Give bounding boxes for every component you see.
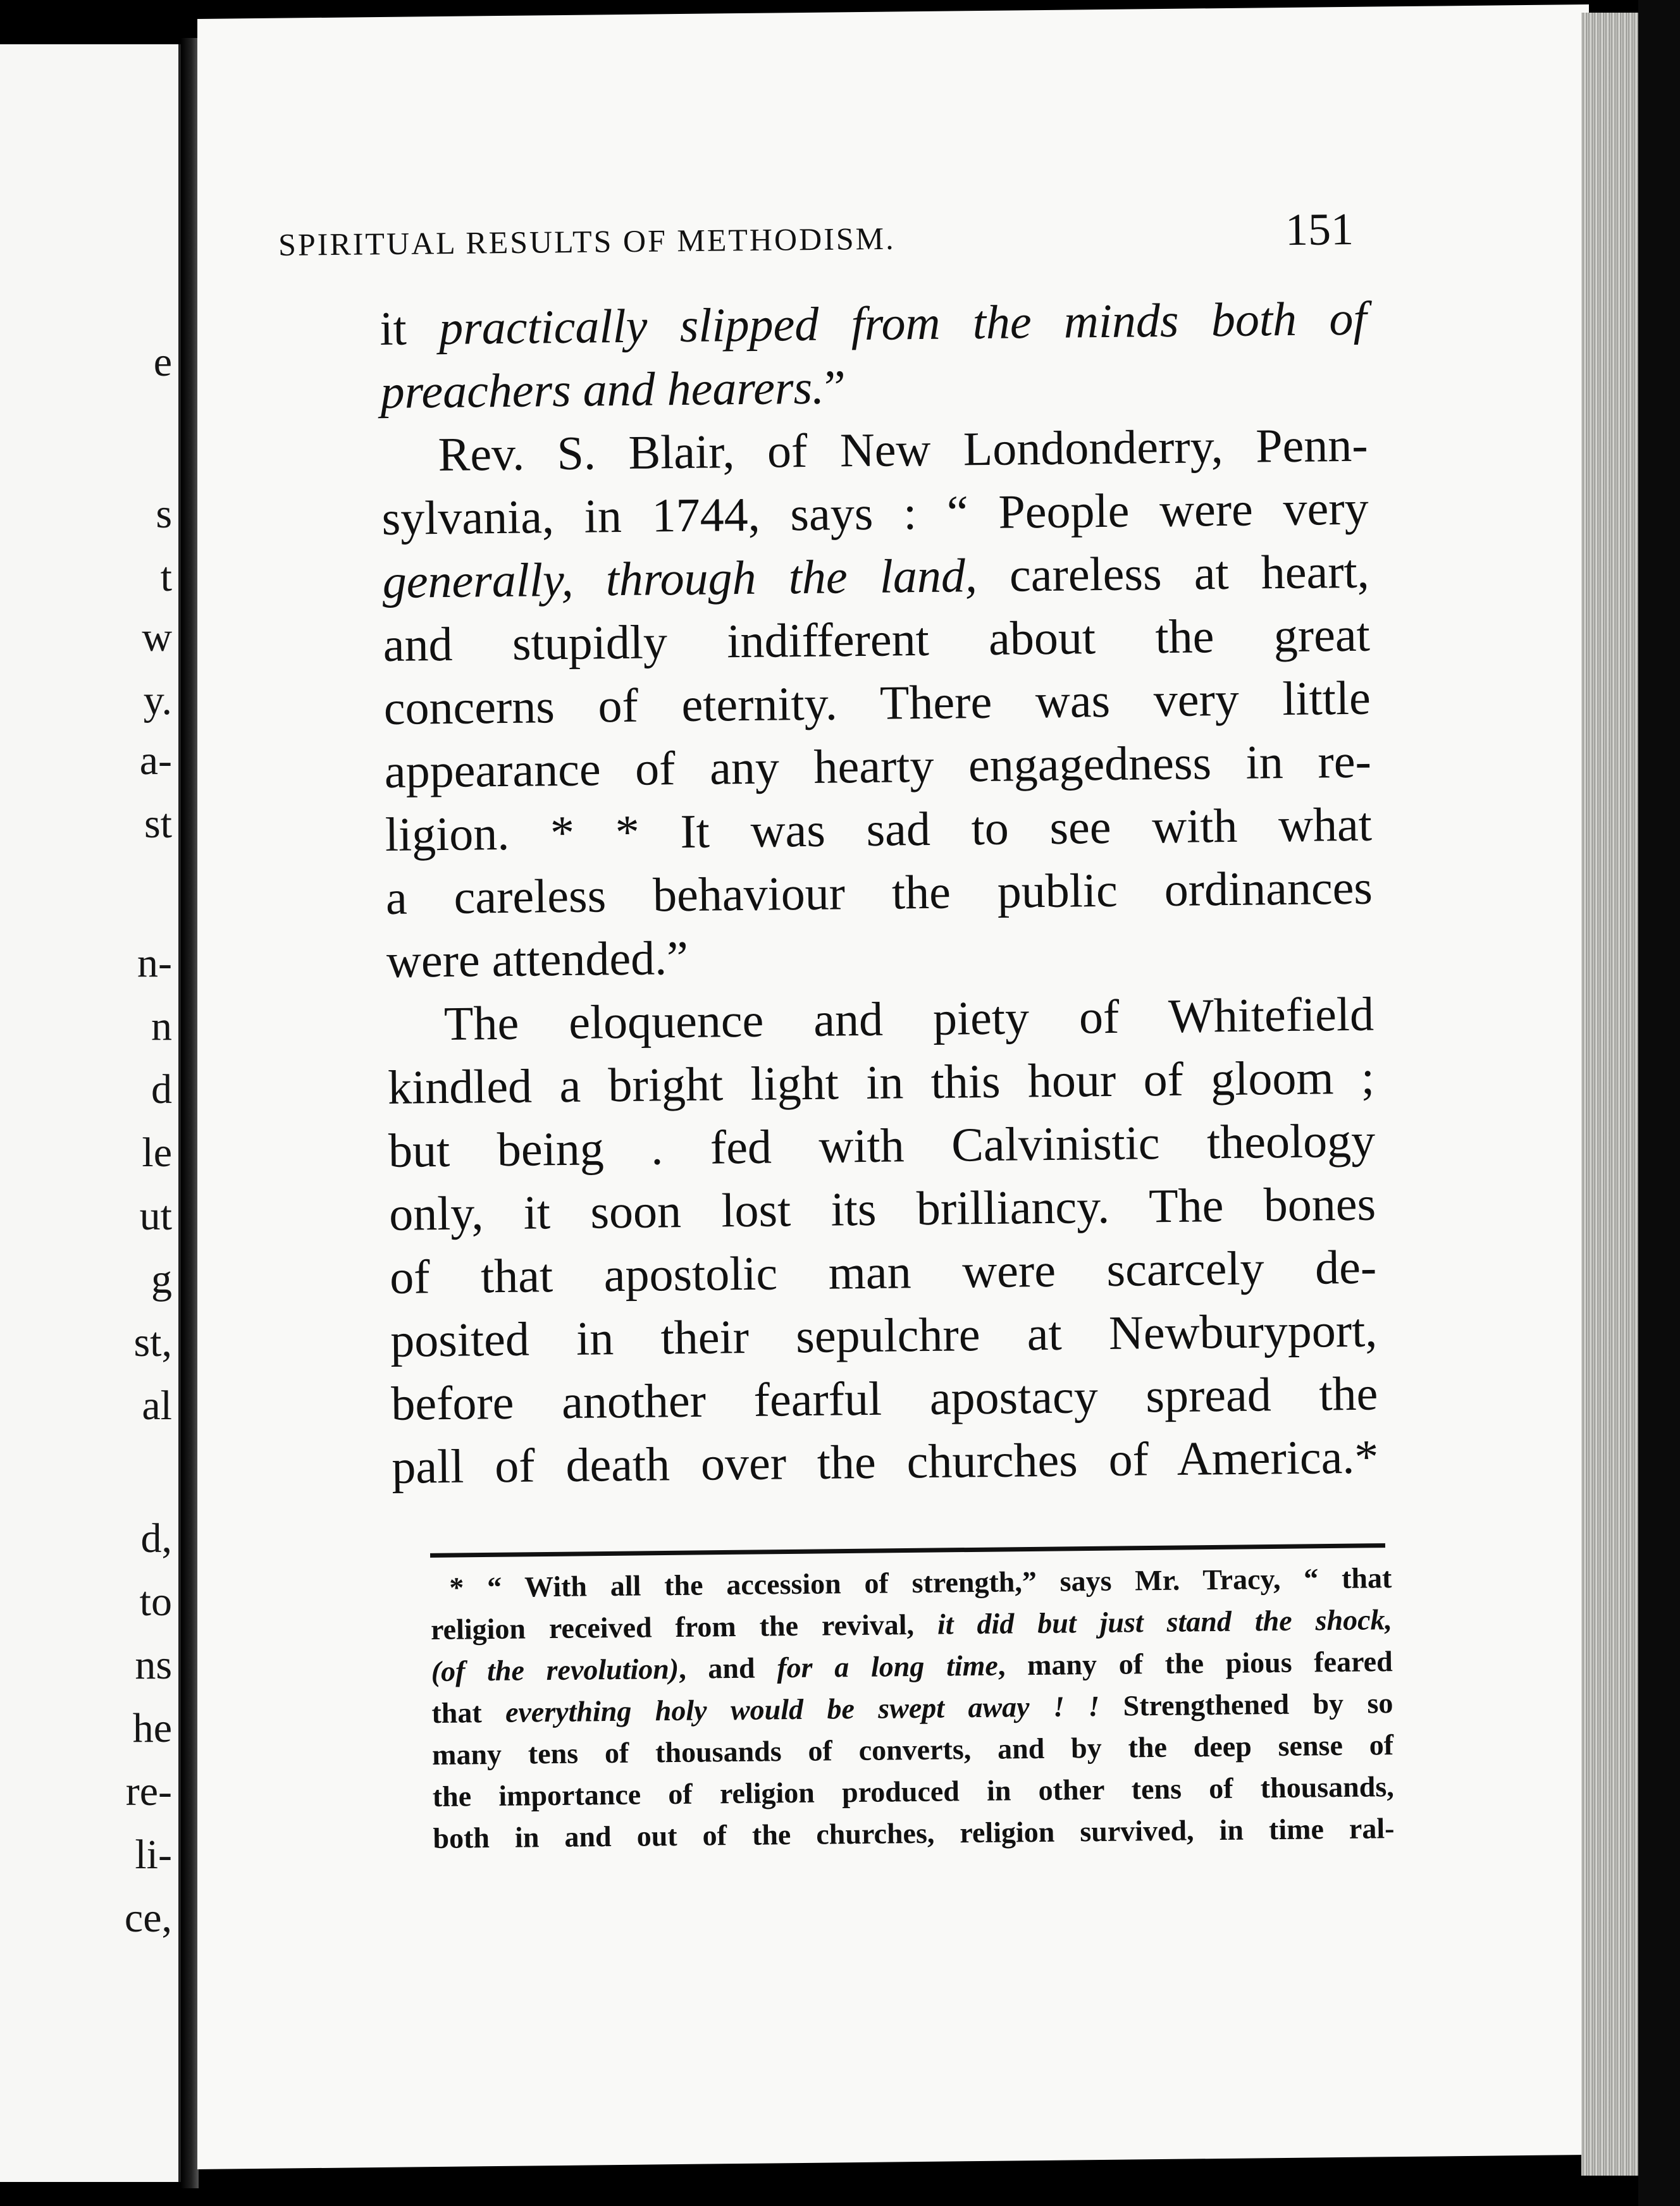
footnote-line: both in and out of the churches, religion survived, in time ral-: [433, 1812, 1395, 1854]
left-text-fragment: d,: [140, 1515, 172, 1562]
left-text-fragment: li-: [135, 1832, 172, 1878]
left-text-fragment: d: [151, 1066, 172, 1112]
footnote-line: that everything holy would be swept away ! ! Strengthened by so: [431, 1687, 1393, 1729]
text-line: pall of death over the churches of America.*: [391, 1430, 1379, 1494]
text-line: generally, through the land, careless at heart,: [382, 545, 1370, 608]
page-number: 151: [1285, 204, 1354, 256]
running-head: [278, 203, 1354, 267]
text-line: kindled a bright light in this hour of gloom ;: [387, 1051, 1375, 1114]
left-page-fragment: [0, 44, 183, 2182]
left-text-fragment: to: [139, 1579, 172, 1625]
left-text-fragment: re-: [125, 1768, 172, 1815]
text-line: and stupidly indifferent about the great: [383, 608, 1371, 672]
scan-border: [1638, 0, 1680, 2206]
text-line: ligion. * * It was sad to see with what: [385, 798, 1373, 861]
text-line: preachers and hearers.”: [380, 360, 846, 419]
text-line: were attended.”: [386, 931, 689, 988]
left-text-fragment: st: [144, 801, 172, 847]
left-text-fragment: y.: [143, 677, 172, 724]
book-gutter: [181, 38, 199, 2188]
left-text-fragment: n-: [137, 940, 172, 986]
text-line: before another fearful apostacy spread the: [390, 1367, 1378, 1431]
running-title: SPIRITUAL RESULTS OF METHODISM.: [278, 220, 896, 262]
text-line: posited in their sepulchre at Newburyport,: [390, 1303, 1378, 1367]
left-text-fragment: n: [151, 1003, 172, 1049]
left-text-fragment: a-: [139, 737, 172, 784]
text-line: only, it soon lost its brilliancy. The bones: [388, 1177, 1376, 1241]
left-text-fragment: he: [132, 1705, 172, 1751]
left-text-fragment: ce,: [124, 1895, 172, 1941]
text-line: it practically slipped from the minds both of: [380, 292, 1367, 355]
footnote-line: * “ With all the accession of strength,” says Mr. Tracy, “ that: [449, 1562, 1392, 1604]
left-text-fragment: s: [156, 491, 172, 537]
text-line: concerns of eternity. There was very little: [383, 671, 1371, 735]
left-text-fragment: le: [142, 1130, 172, 1176]
text-line: sylvania, in 1744, says : “ People were very: [381, 481, 1369, 545]
text-line: Rev. S. Blair, of New Londonderry, Penn-: [438, 418, 1368, 482]
left-text-fragment: e: [153, 339, 172, 385]
text-line: appearance of any hearty engagedness in re-: [384, 734, 1372, 798]
footnote-line: many tens of thousands of converts, and by the deep sense of: [431, 1728, 1394, 1771]
footnote: [430, 1557, 1395, 1859]
left-text-fragment: ut: [139, 1193, 172, 1239]
footnote-line: religion received from the revival, it did but just stand the shock,: [430, 1603, 1393, 1646]
text-line: a careless behaviour the public ordinances: [385, 861, 1373, 925]
body-text: [380, 287, 1379, 1499]
text-line: but being . fed with Calvinistic theology: [388, 1114, 1376, 1178]
text-line: of that apostolic man were scarcely de-: [389, 1240, 1377, 1304]
text-line: The eloquence and piety of Whitefield: [443, 987, 1374, 1051]
footnote-line: (of the revolution), and for a long time, many of the pious feared: [431, 1645, 1393, 1687]
footnote-line: the importance of religion produced in other tens of thousands,: [432, 1770, 1394, 1813]
left-text-fragment: t: [160, 554, 172, 600]
left-text-fragment: ns: [135, 1642, 172, 1688]
left-text-fragment: al: [142, 1383, 172, 1429]
left-text-fragment: st,: [133, 1319, 172, 1365]
left-text-fragment: g: [151, 1256, 172, 1302]
left-text-fragment: w: [142, 614, 172, 660]
